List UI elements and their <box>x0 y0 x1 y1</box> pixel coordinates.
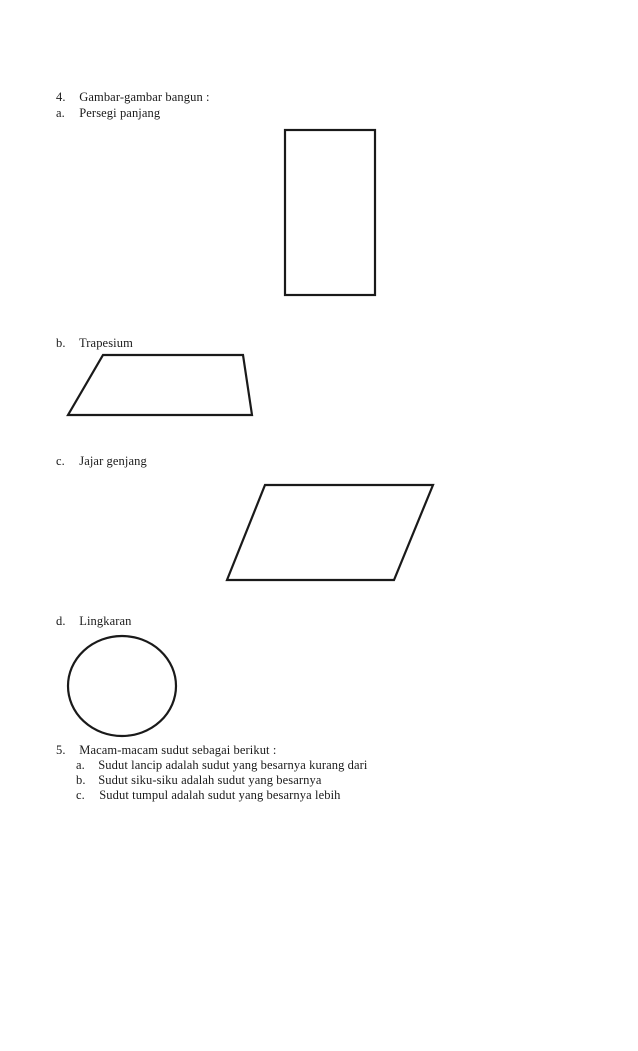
rectangle-shape <box>285 130 375 295</box>
circle-shape <box>68 636 176 736</box>
item-4a-marker: a. <box>56 106 65 120</box>
item-4b-text: Trapesium <box>79 336 133 350</box>
section-5-title: Macam-macam sudut sebagai berikut : <box>79 743 277 757</box>
item-4c-marker: c. <box>56 454 65 468</box>
item-5a-text: Sudut lancip adalah sudut yang besarnya kurang dari <box>98 758 368 772</box>
item-4d-text: Lingkaran <box>79 614 132 628</box>
section-4-number: 4. <box>56 90 66 104</box>
item-4d-marker: d. <box>56 614 66 628</box>
trapezoid-shape <box>68 355 252 415</box>
section-4-title: Gambar-gambar bangun : <box>79 90 210 104</box>
item-5a-marker: a. <box>76 758 85 772</box>
item-5b-text: Sudut siku-siku adalah sudut yang besarnya <box>98 773 322 787</box>
item-5b <box>76 773 322 788</box>
item-5c-text: Sudut tumpul adalah sudut yang besarnya lebih <box>99 788 341 802</box>
section-5-number: 5. <box>56 743 66 757</box>
item-4a-text: Persegi panjang <box>79 106 161 120</box>
item-5c-marker: c. <box>76 788 85 802</box>
parallelogram-shape <box>227 485 433 580</box>
item-5a <box>76 758 368 773</box>
item-4c-text: Jajar genjang <box>79 454 147 468</box>
section-5-heading <box>56 743 276 758</box>
item-5b-marker: b. <box>76 773 86 787</box>
item-5c <box>76 788 341 803</box>
item-4b-marker: b. <box>56 336 66 350</box>
